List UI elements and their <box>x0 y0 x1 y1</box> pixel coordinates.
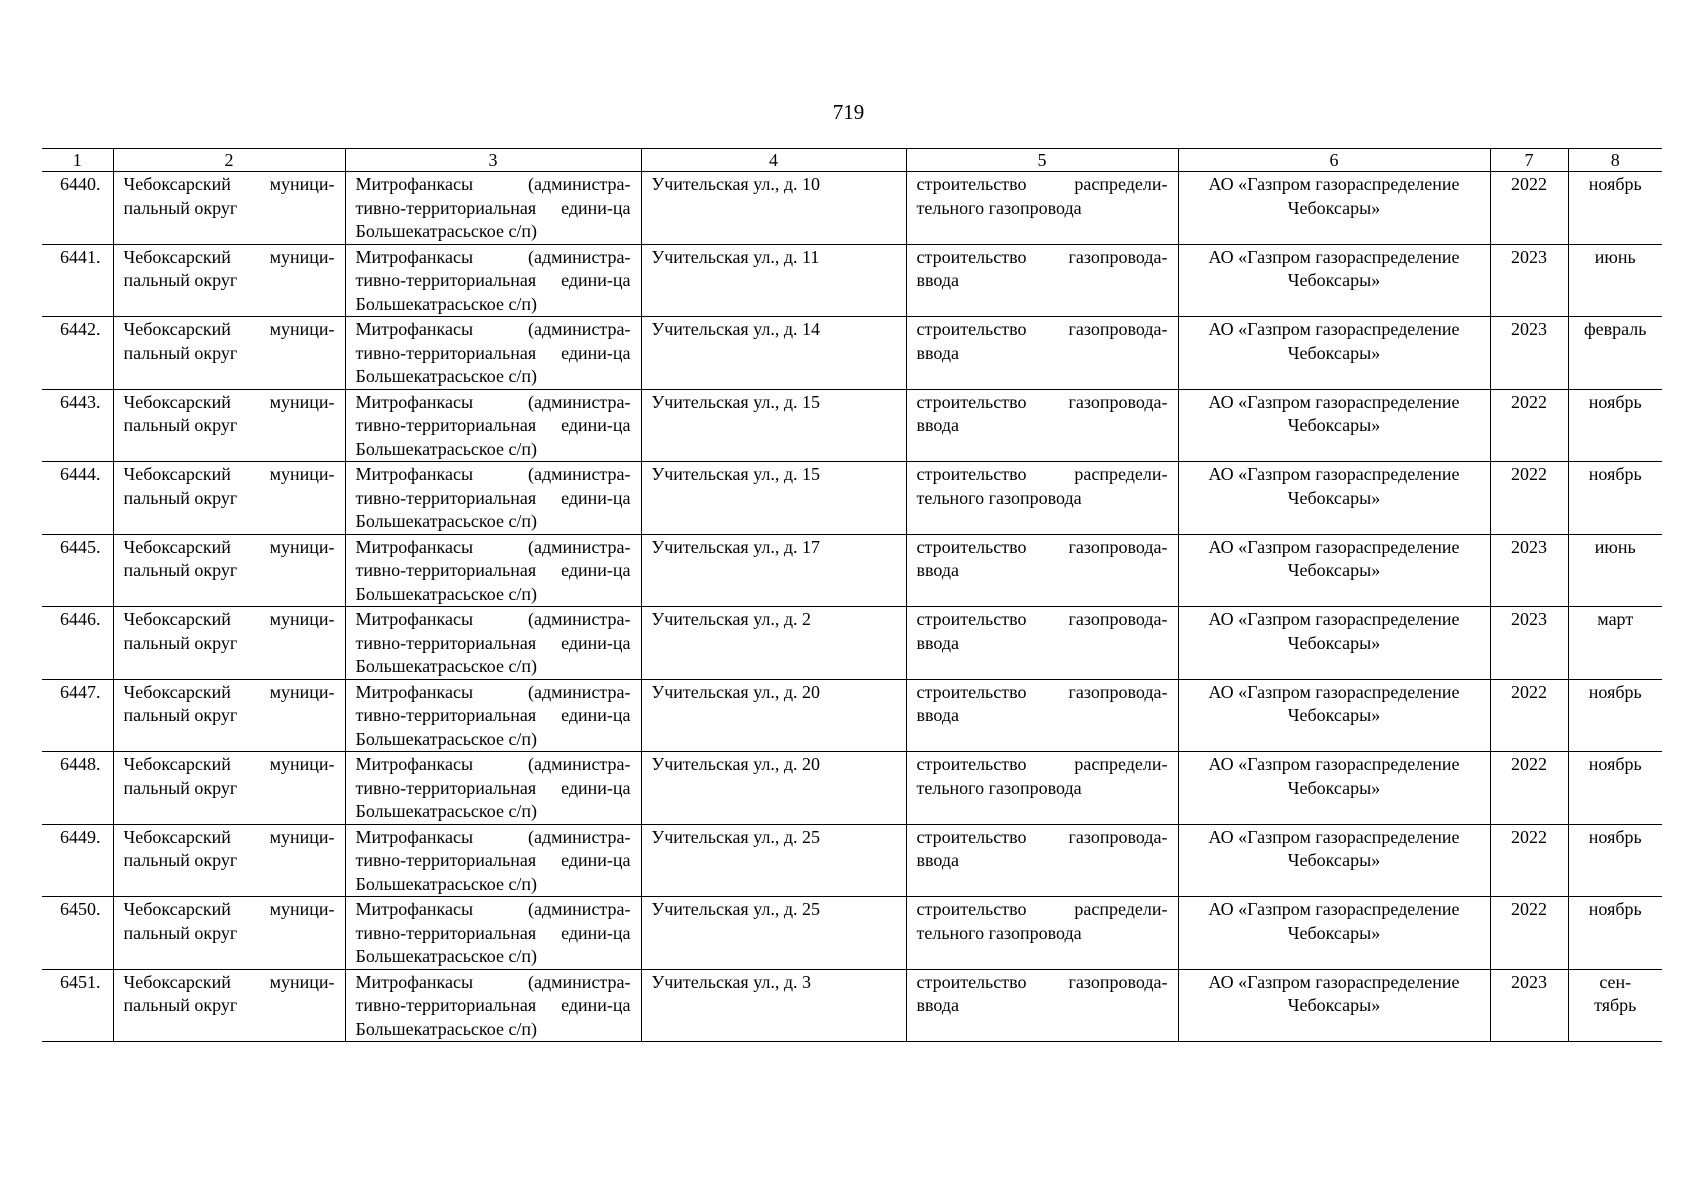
address-cell: Учительская ул., д. 15 <box>641 462 906 535</box>
work-type-cell: строительство газопровода-ввода <box>906 969 1178 1042</box>
year-cell: 2022 <box>1490 752 1568 825</box>
data-table <box>42 148 1662 1042</box>
organization-cell: АО «Газпром газораспределение Чебоксары» <box>1178 534 1490 607</box>
month-cell: июнь <box>1568 534 1662 607</box>
row-number-cell: 6448. <box>42 752 113 825</box>
table-row <box>42 969 1662 1042</box>
work-type-cell: строительство распредели-тельного газопровода <box>906 897 1178 970</box>
settlement-cell: Митрофанкасы (администра-тивно-территориальная едини-ца Большекатрасьское с/п) <box>345 172 641 245</box>
address-cell: Учительская ул., д. 3 <box>641 969 906 1042</box>
year-cell: 2023 <box>1490 969 1568 1042</box>
table-body <box>42 172 1662 1042</box>
district-cell: Чебоксарский муници-пальный округ <box>113 969 345 1042</box>
month-cell: ноябрь <box>1568 824 1662 897</box>
organization-cell: АО «Газпром газораспределение Чебоксары» <box>1178 824 1490 897</box>
district-cell: Чебоксарский муници-пальный округ <box>113 679 345 752</box>
table-row <box>42 244 1662 317</box>
organization-cell: АО «Газпром газораспределение Чебоксары» <box>1178 389 1490 462</box>
address-cell: Учительская ул., д. 17 <box>641 534 906 607</box>
month-cell: ноябрь <box>1568 752 1662 825</box>
work-type-cell: строительство газопровода-ввода <box>906 244 1178 317</box>
month-cell: ноябрь <box>1568 679 1662 752</box>
month-cell: ноябрь <box>1568 462 1662 535</box>
page-number: 719 <box>832 100 865 124</box>
organization-cell: АО «Газпром газораспределение Чебоксары» <box>1178 969 1490 1042</box>
district-cell: Чебоксарский муници-пальный округ <box>113 244 345 317</box>
district-cell: Чебоксарский муници-пальный округ <box>113 534 345 607</box>
table-row <box>42 172 1662 245</box>
work-type-cell: строительство газопровода-ввода <box>906 389 1178 462</box>
organization-cell: АО «Газпром газораспределение Чебоксары» <box>1178 244 1490 317</box>
column-header: 3 <box>345 149 641 172</box>
row-number-cell: 6445. <box>42 534 113 607</box>
row-number-cell: 6440. <box>42 172 113 245</box>
year-cell: 2022 <box>1490 172 1568 245</box>
table-row <box>42 534 1662 607</box>
district-cell: Чебоксарский муници-пальный округ <box>113 462 345 535</box>
address-cell: Учительская ул., д. 20 <box>641 679 906 752</box>
work-type-cell: строительство распредели-тельного газопровода <box>906 172 1178 245</box>
district-cell: Чебоксарский муници-пальный округ <box>113 607 345 680</box>
work-type-cell: строительство газопровода-ввода <box>906 607 1178 680</box>
year-cell: 2022 <box>1490 462 1568 535</box>
row-number-cell: 6444. <box>42 462 113 535</box>
work-type-cell: строительство распредели-тельного газопровода <box>906 462 1178 535</box>
month-cell: февраль <box>1568 317 1662 390</box>
organization-cell: АО «Газпром газораспределение Чебоксары» <box>1178 172 1490 245</box>
table-row <box>42 824 1662 897</box>
work-type-cell: строительство газопровода-ввода <box>906 679 1178 752</box>
settlement-cell: Митрофанкасы (администра-тивно-территориальная едини-ца Большекатрасьское с/п) <box>345 969 641 1042</box>
work-type-cell: строительство газопровода-ввода <box>906 317 1178 390</box>
row-number-cell: 6442. <box>42 317 113 390</box>
address-cell: Учительская ул., д. 11 <box>641 244 906 317</box>
district-cell: Чебоксарский муници-пальный округ <box>113 897 345 970</box>
settlement-cell: Митрофанкасы (администра-тивно-территориальная едини-ца Большекатрасьское с/п) <box>345 317 641 390</box>
year-cell: 2023 <box>1490 317 1568 390</box>
column-header: 5 <box>906 149 1178 172</box>
address-cell: Учительская ул., д. 20 <box>641 752 906 825</box>
organization-cell: АО «Газпром газораспределение Чебоксары» <box>1178 679 1490 752</box>
work-type-cell: строительство распредели-тельного газопровода <box>906 752 1178 825</box>
year-cell: 2023 <box>1490 607 1568 680</box>
settlement-cell: Митрофанкасы (администра-тивно-территориальная едини-ца Большекатрасьское с/п) <box>345 679 641 752</box>
table-row <box>42 752 1662 825</box>
row-number-cell: 6449. <box>42 824 113 897</box>
organization-cell: АО «Газпром газораспределение Чебоксары» <box>1178 752 1490 825</box>
organization-cell: АО «Газпром газораспределение Чебоксары» <box>1178 317 1490 390</box>
year-cell: 2022 <box>1490 897 1568 970</box>
address-cell: Учительская ул., д. 14 <box>641 317 906 390</box>
year-cell: 2023 <box>1490 244 1568 317</box>
table-row <box>42 317 1662 390</box>
address-cell: Учительская ул., д. 2 <box>641 607 906 680</box>
month-cell: сен-тябрь <box>1568 969 1662 1042</box>
district-cell: Чебоксарский муници-пальный округ <box>113 389 345 462</box>
settlement-cell: Митрофанкасы (администра-тивно-территориальная едини-ца Большекатрасьское с/п) <box>345 607 641 680</box>
year-cell: 2022 <box>1490 824 1568 897</box>
address-cell: Учительская ул., д. 25 <box>641 897 906 970</box>
row-number-cell: 6446. <box>42 607 113 680</box>
work-type-cell: строительство газопровода-ввода <box>906 534 1178 607</box>
district-cell: Чебоксарский муници-пальный округ <box>113 752 345 825</box>
settlement-cell: Митрофанкасы (администра-тивно-территориальная едини-ца Большекатрасьское с/п) <box>345 244 641 317</box>
settlement-cell: Митрофанкасы (администра-тивно-территориальная едини-ца Большекатрасьское с/п) <box>345 752 641 825</box>
work-type-cell: строительство газопровода-ввода <box>906 824 1178 897</box>
district-cell: Чебоксарский муници-пальный округ <box>113 824 345 897</box>
month-cell: ноябрь <box>1568 389 1662 462</box>
month-cell: июнь <box>1568 244 1662 317</box>
settlement-cell: Митрофанкасы (администра-тивно-территориальная едини-ца Большекатрасьское с/п) <box>345 462 641 535</box>
address-cell: Учительская ул., д. 15 <box>641 389 906 462</box>
column-header: 4 <box>641 149 906 172</box>
row-number-cell: 6450. <box>42 897 113 970</box>
table-row <box>42 389 1662 462</box>
organization-cell: АО «Газпром газораспределение Чебоксары» <box>1178 607 1490 680</box>
year-cell: 2023 <box>1490 534 1568 607</box>
column-header: 8 <box>1568 149 1662 172</box>
table-row <box>42 607 1662 680</box>
month-cell: ноябрь <box>1568 897 1662 970</box>
column-header: 2 <box>113 149 345 172</box>
row-number-cell: 6447. <box>42 679 113 752</box>
column-header: 6 <box>1178 149 1490 172</box>
organization-cell: АО «Газпром газораспределение Чебоксары» <box>1178 897 1490 970</box>
column-header: 7 <box>1490 149 1568 172</box>
month-cell: март <box>1568 607 1662 680</box>
year-cell: 2022 <box>1490 389 1568 462</box>
settlement-cell: Митрофанкасы (администра-тивно-территориальная едини-ца Большекатрасьское с/п) <box>345 389 641 462</box>
column-header: 1 <box>42 149 113 172</box>
table-row <box>42 462 1662 535</box>
address-cell: Учительская ул., д. 25 <box>641 824 906 897</box>
district-cell: Чебоксарский муници-пальный округ <box>113 317 345 390</box>
row-number-cell: 6443. <box>42 389 113 462</box>
table-row <box>42 679 1662 752</box>
table-header-row <box>42 149 1662 172</box>
settlement-cell: Митрофанкасы (администра-тивно-территориальная едини-ца Большекатрасьское с/п) <box>345 534 641 607</box>
district-cell: Чебоксарский муници-пальный округ <box>113 172 345 245</box>
settlement-cell: Митрофанкасы (администра-тивно-территориальная едини-ца Большекатрасьское с/п) <box>345 824 641 897</box>
row-number-cell: 6441. <box>42 244 113 317</box>
address-cell: Учительская ул., д. 10 <box>641 172 906 245</box>
organization-cell: АО «Газпром газораспределение Чебоксары» <box>1178 462 1490 535</box>
settlement-cell: Митрофанкасы (администра-тивно-территориальная едини-ца Большекатрасьское с/п) <box>345 897 641 970</box>
table-row <box>42 897 1662 970</box>
month-cell: ноябрь <box>1568 172 1662 245</box>
row-number-cell: 6451. <box>42 969 113 1042</box>
year-cell: 2022 <box>1490 679 1568 752</box>
